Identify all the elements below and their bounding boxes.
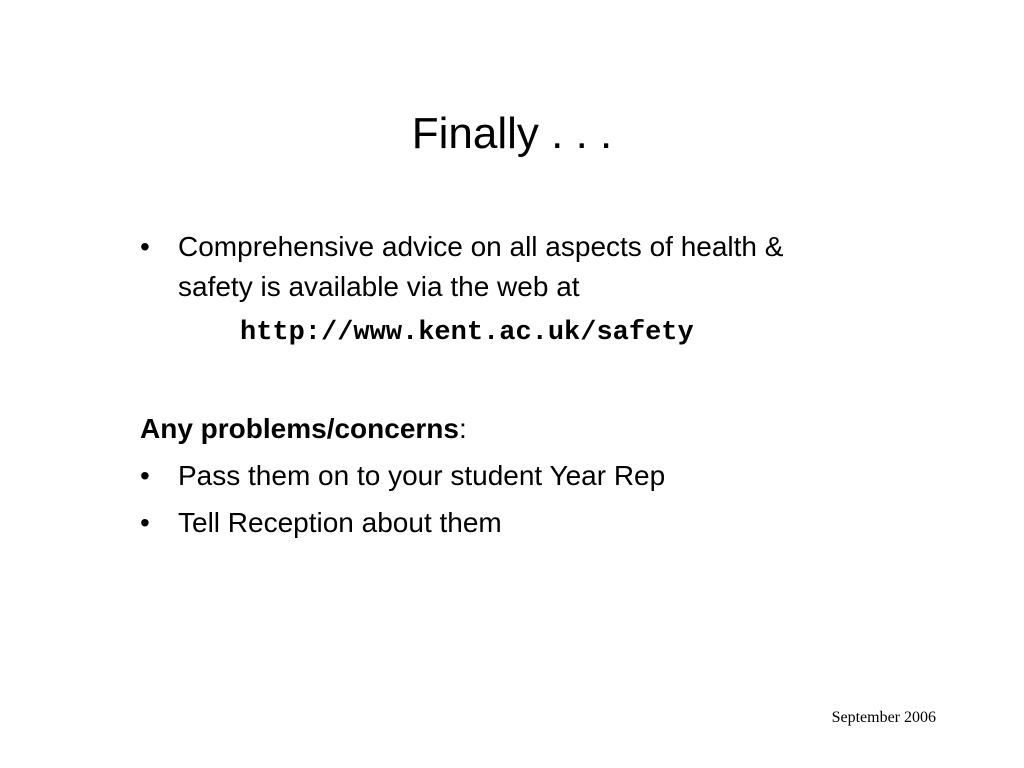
bullet-marker: • [140,231,150,262]
subheading-suffix: : [458,413,467,444]
bullet-text-line-1: Comprehensive advice on all aspects of health & [178,231,784,262]
safety-url-link[interactable]: http://www.kent.ac.uk/safety [240,318,694,348]
bullet-text-reception: Tell Reception about them [178,507,502,538]
bullet-text-year-rep: Pass them on to your student Year Rep [178,460,666,491]
slide-title: Finally . . . [411,109,613,158]
footer-date: September 2006 [831,709,936,726]
bullet-marker: • [140,460,150,491]
subheading [140,410,467,448]
subheading-bold: Any problems/concerns [140,413,459,444]
bullet-text-line-2: safety is available via the web at [178,271,580,302]
bullet-marker: • [140,507,150,538]
